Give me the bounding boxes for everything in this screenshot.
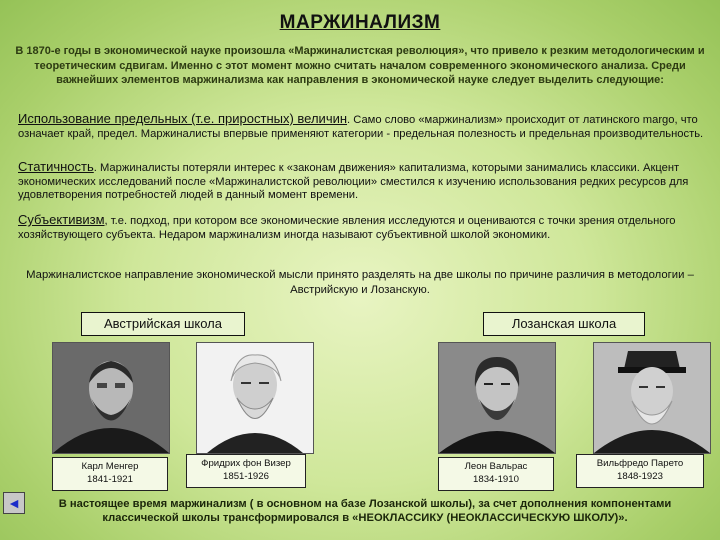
section-heading: Статичность xyxy=(18,159,94,174)
economist-years: 1848-1923 xyxy=(617,470,663,482)
economist-name: Вильфредо Парето xyxy=(596,458,684,469)
section-text: . Само слово «маржинализм» происходит от латинского margo, что означает край, предел. Маржиналисты впервые применяют категории - предельная полезность и предельная производительность. xyxy=(18,114,704,140)
caption-walras xyxy=(438,457,554,491)
caption-pareto xyxy=(576,454,704,488)
footer-text: В настоящее время маржинализм ( в основном на базе Лозанской школы), за счет дополнения компонентами классической школы трансформировался в «НЕОКЛАССИКУ (НЕОКЛАССИЧЕСКУЮ ШКОЛУ)». xyxy=(58,498,672,524)
section-subjectivism xyxy=(18,213,706,242)
section-marginal-values xyxy=(18,112,706,141)
section-text: , т.е. подход, при котором все экономические явления исследуются и оцениваются с точки зрения отдельного хозяйствующего субъекта. Недаром маржинализм иногда называют субъективной школой экономики. xyxy=(18,215,676,241)
lausanne-school-label: Лозанская школа xyxy=(483,312,645,336)
portrait-wieser xyxy=(196,342,314,454)
back-arrow-icon[interactable]: ◄ xyxy=(3,492,25,514)
economist-years: 1851-1926 xyxy=(223,470,269,482)
economist-years: 1834-1910 xyxy=(473,473,519,485)
section-heading: Субъективизм xyxy=(18,212,105,227)
caption-wieser xyxy=(186,454,306,488)
caption-menger xyxy=(52,457,168,491)
section-text: . Маржиналисты потеряли интерес к «законам движения» капитализма, которыми занимались классики. Акцент экономических исследований после «Маржиналистской революции» сместился к изучению использования редких ресурсов для удовлетворения потребностей людей в данный момент времени. xyxy=(18,162,689,202)
economist-name: Фридрих фон Визер xyxy=(201,458,291,469)
portrait-pareto xyxy=(593,342,711,454)
economist-name: Леон Вальрас xyxy=(464,461,528,472)
austrian-school-label: Австрийская школа xyxy=(81,312,245,336)
portrait-walras xyxy=(438,342,556,454)
economist-name: Карл Менгер xyxy=(81,461,139,472)
economist-years: 1841-1921 xyxy=(87,473,133,485)
section-static xyxy=(18,160,706,203)
portrait-menger xyxy=(52,342,170,454)
page-title: МАРЖИНАЛИЗМ xyxy=(279,12,441,33)
section-heading: Использование предельных (т.е. приростных) величин xyxy=(18,111,348,126)
schools-split-text: Маржиналистское направление экономической мысли принято разделять на две школы по причине различия в методологии – Австрийскую и Лозанскую. xyxy=(26,269,694,296)
intro-paragraph: В 1870-е годы в экономической науке произошла «Маржиналистская революция», что привело к резким методологическим и теоретическим сдвигам. Именно с этот момент можно считать началом современного экономического анализа. Среди важнейших элементов маржинализма как направления в экономической науке следует выделить следующие: xyxy=(15,45,705,86)
